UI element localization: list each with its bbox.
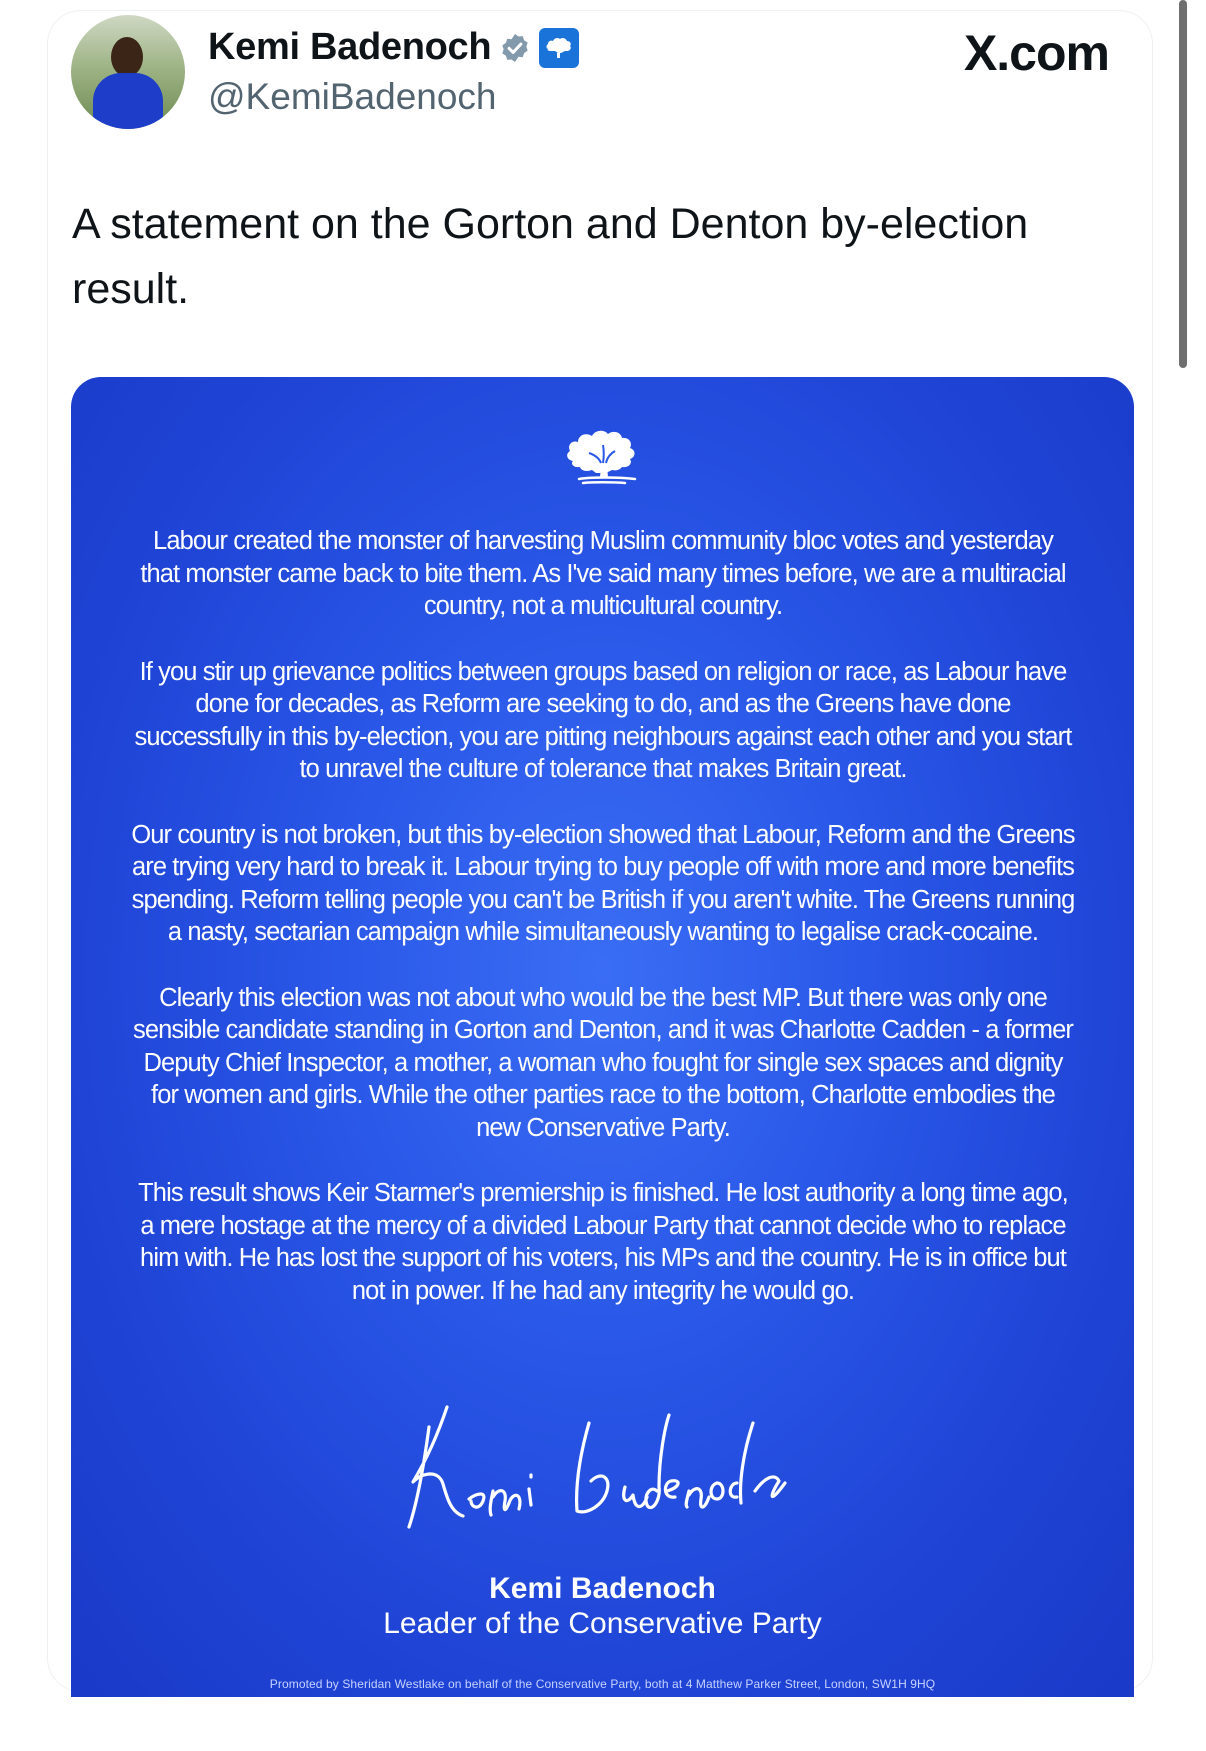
author-name[interactable]: Kemi Badenoch (208, 26, 492, 68)
author-handle[interactable]: @KemiBadenoch (208, 76, 497, 117)
statement-paragraph: If you stir up grievance politics between groups based on religion or race, as Labour have done for decades, as Reform are seeking to do, and as the Greens have done successfully in this by-election, you are pitting neighbours against each other and you start to unravel the culture of tolerance that makes Britain great. (134, 657, 1072, 783)
statement-body (131, 525, 1075, 1340)
verified-badge-icon (499, 32, 531, 64)
conservative-tree-logo-icon (559, 423, 649, 487)
page-scrollbar[interactable] (1179, 0, 1187, 368)
signatory-name: Kemi Badenoch (489, 1572, 716, 1605)
statement-paragraph: This result shows Keir Starmer's premiership is finished. He lost authority a long time ago, a mere hostage at the mercy of a divided Labour Party that cannot decide who to replace him with. He has lost the support of his voters, his MPs and the country. He is in office but not in power. If he had any integrity he would go. (138, 1179, 1068, 1305)
avatar[interactable] (71, 15, 185, 129)
statement-image[interactable] (71, 377, 1134, 1697)
imprint-text: Promoted by Sheridan Westlake on behalf of the Conservative Party, both at 4 Matthew Parker Street, London, SW1H 9HQ (269, 1677, 936, 1691)
conservative-tree-badge-icon (544, 36, 574, 60)
x-com-logo: X.com (963, 25, 1109, 81)
affiliation-badge[interactable] (539, 28, 579, 68)
handwritten-signature (389, 1387, 889, 1547)
statement-paragraph: Labour created the monster of harvesting Muslim community bloc votes and yesterday that monster came back to bite them. As I've said many times before, we are a multiracial country, not a multicultural country. (140, 527, 1066, 620)
statement-paragraph: Our country is not broken, but this by-election showed that Labour, Reform and the Greens are trying very hard to break it. Labour trying to buy people off with more and more benefits spending. Reform telling people you can't be British if you aren't white. The Greens running a nasty, sectarian campaign while simultaneously wanting to legalise crack-cocaine. (131, 820, 1075, 946)
signatory-title: Leader of the Conservative Party (383, 1607, 822, 1640)
author-row (208, 26, 579, 69)
statement-paragraph: Clearly this election was not about who would be the best MP. But there was only one sensible candidate standing in Gorton and Denton, and it was Charlotte Cadden - a former Deputy Chief Inspector, a mother, a woman who fought for single sex spaces and dignity for women and girls. While the other parties race to the bottom, Charlotte embodies the new Conservative Party. (133, 983, 1073, 1142)
tweet-text: A statement on the Gorton and Denton by-election result. (72, 200, 1029, 313)
